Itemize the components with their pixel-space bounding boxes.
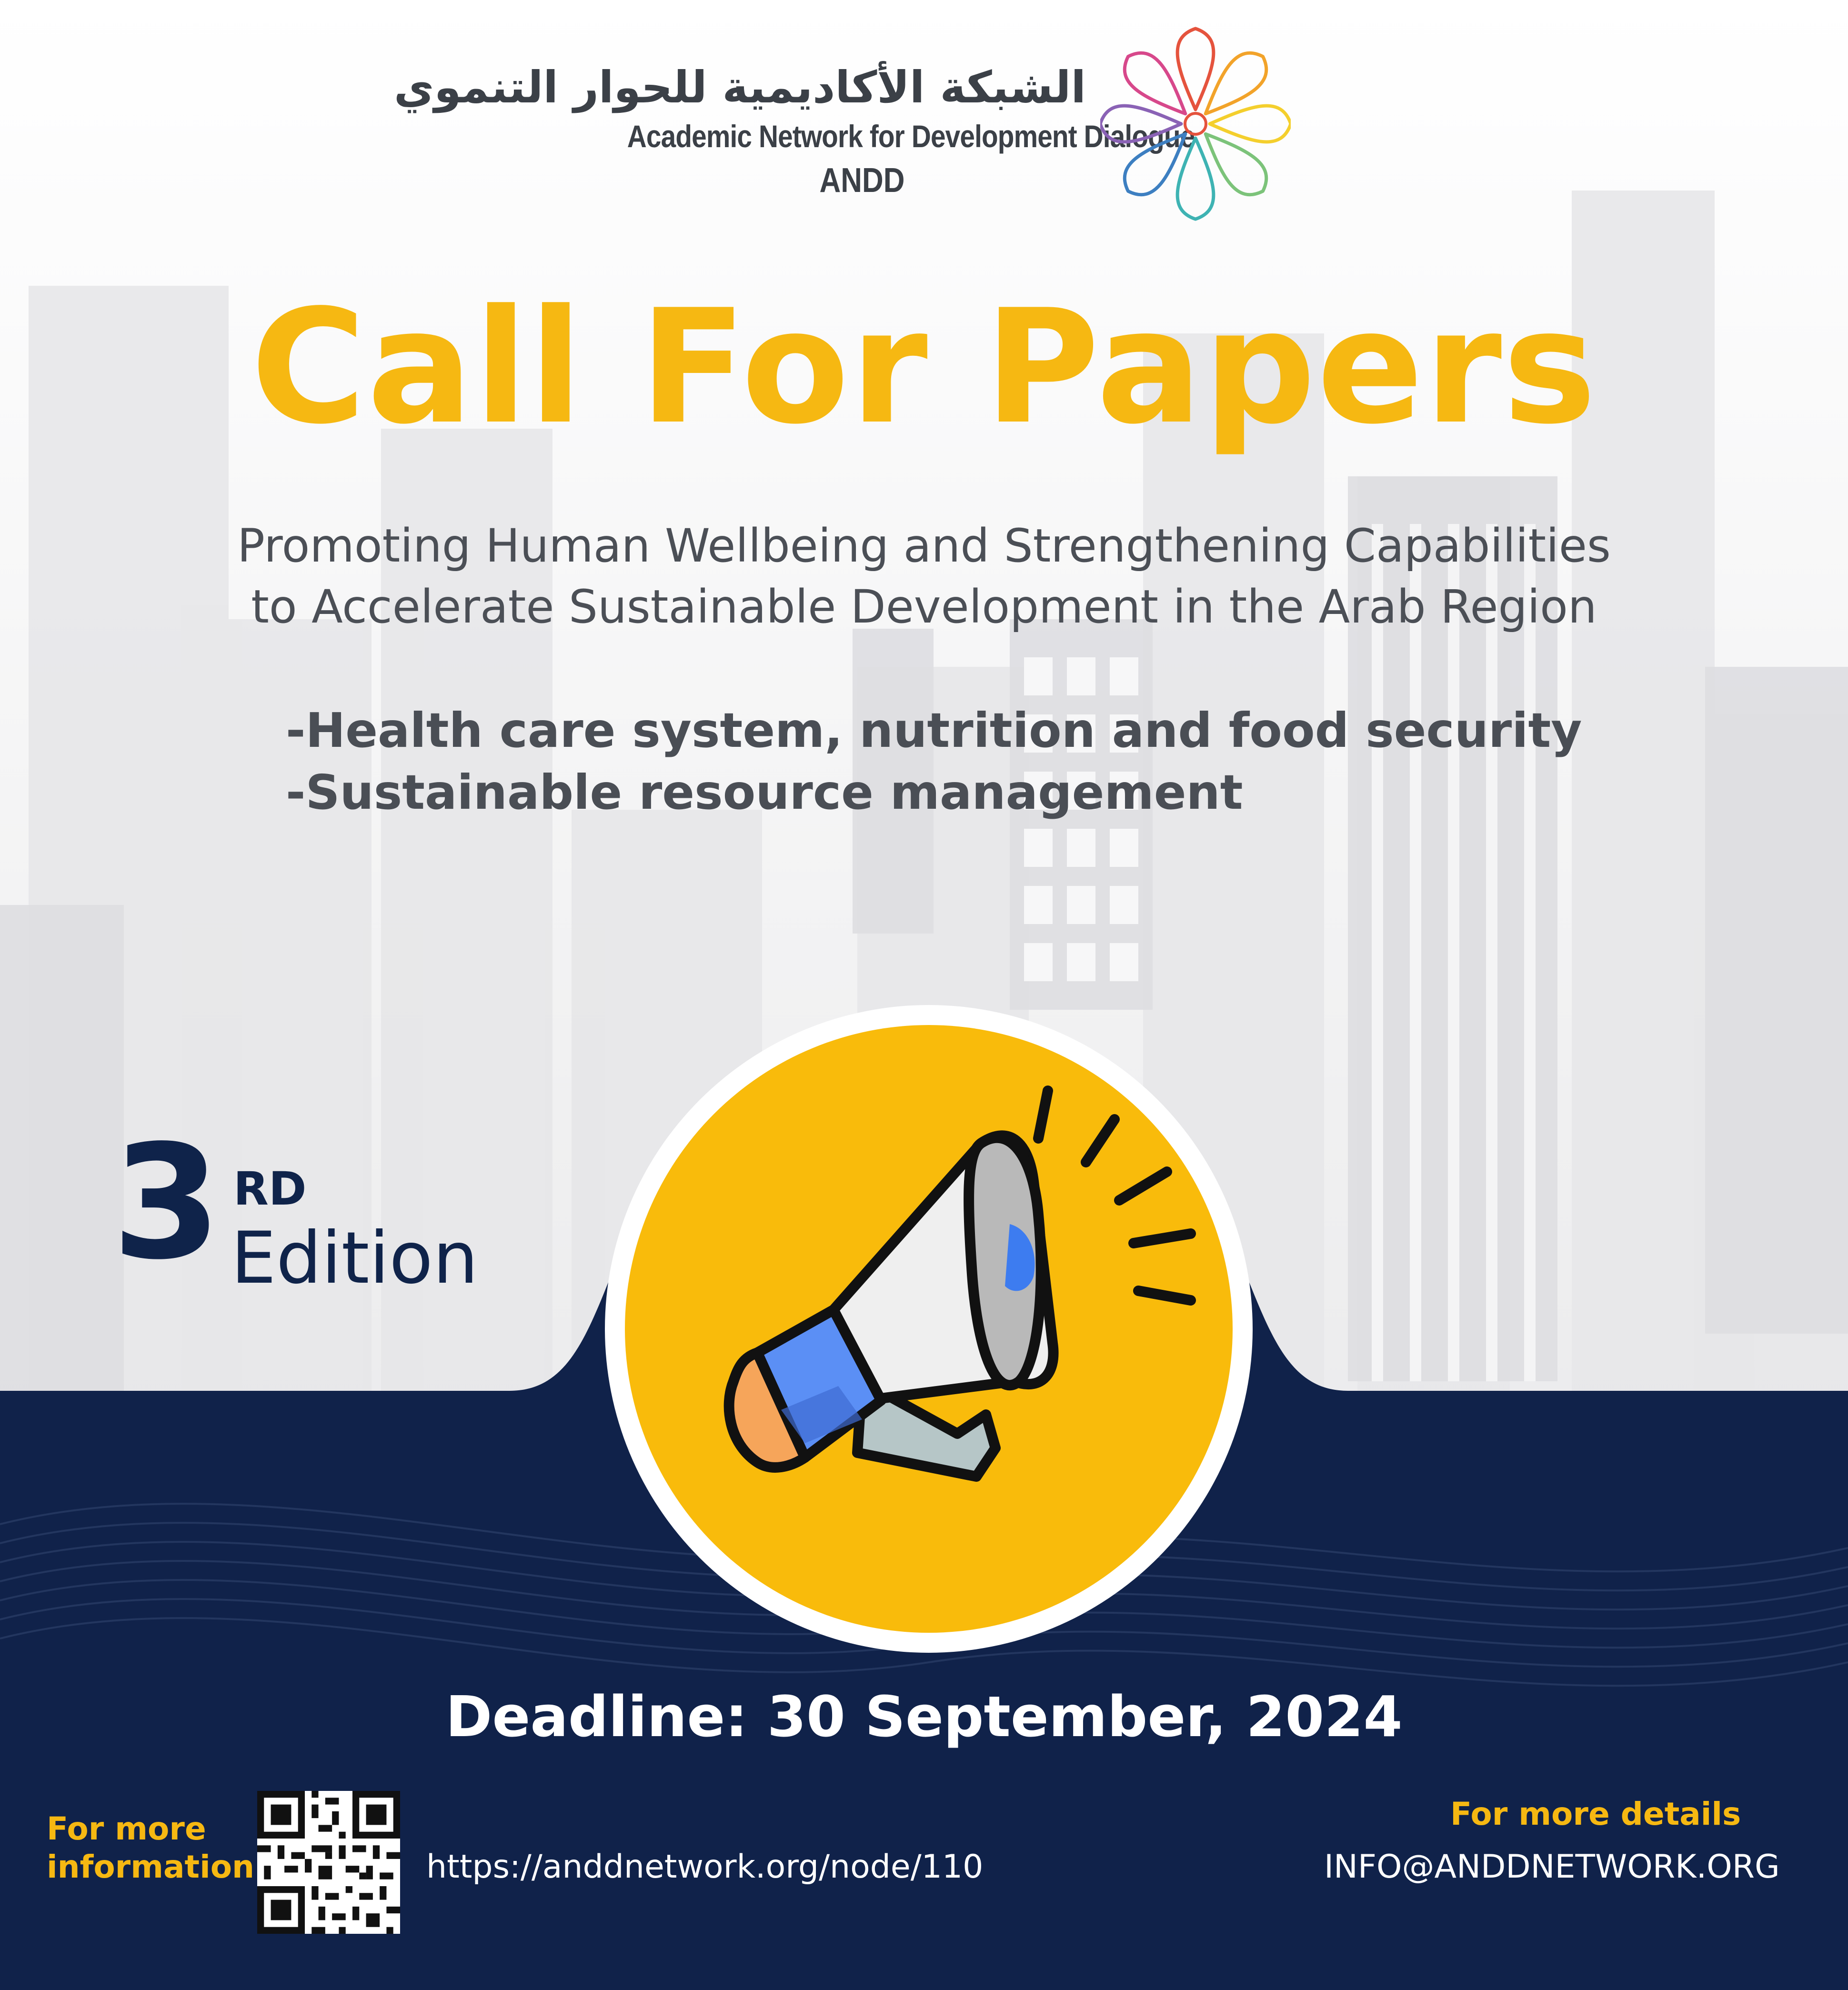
deadline-text: Deadline: 30 September, 2024 [445,1684,1403,1749]
org-name-arabic: الشبكة الأكاديمية للحوار التنموي [394,62,1086,113]
qr-code-icon[interactable] [257,1791,400,1934]
topic-item: -Health care system, nutrition and food security [286,703,1582,758]
more-info-label-line-2: information [47,1849,255,1885]
subtitle-line-2: to Accelerate Sustainable Development in the Arab Region [251,580,1597,633]
more-info-label-line-1: For more [47,1810,206,1847]
edition-suffix: RD [233,1162,307,1216]
topic-item: -Sustainable resource management [286,764,1243,820]
more-details-label: For more details [1450,1796,1741,1832]
edition-label: Edition [231,1217,478,1300]
contact-email-link[interactable]: INFO@ANDDNETWORK.ORG [1324,1848,1780,1886]
website-link[interactable]: https://anddnetwork.org/node/110 [426,1848,984,1886]
subtitle-line-1: Promoting Human Wellbeing and Strengthening Capabilities [237,519,1611,573]
more-info-label [47,1810,254,1886]
andd-logo-icon [1100,19,1291,229]
org-name-english: Academic Network for Development Dialogue [627,119,1195,154]
page-title: Call For Papers [251,276,1597,459]
megaphone-icon [614,1038,1234,1538]
edition-number: 3 [112,1111,221,1294]
org-abbreviation: ANDD [819,161,905,200]
